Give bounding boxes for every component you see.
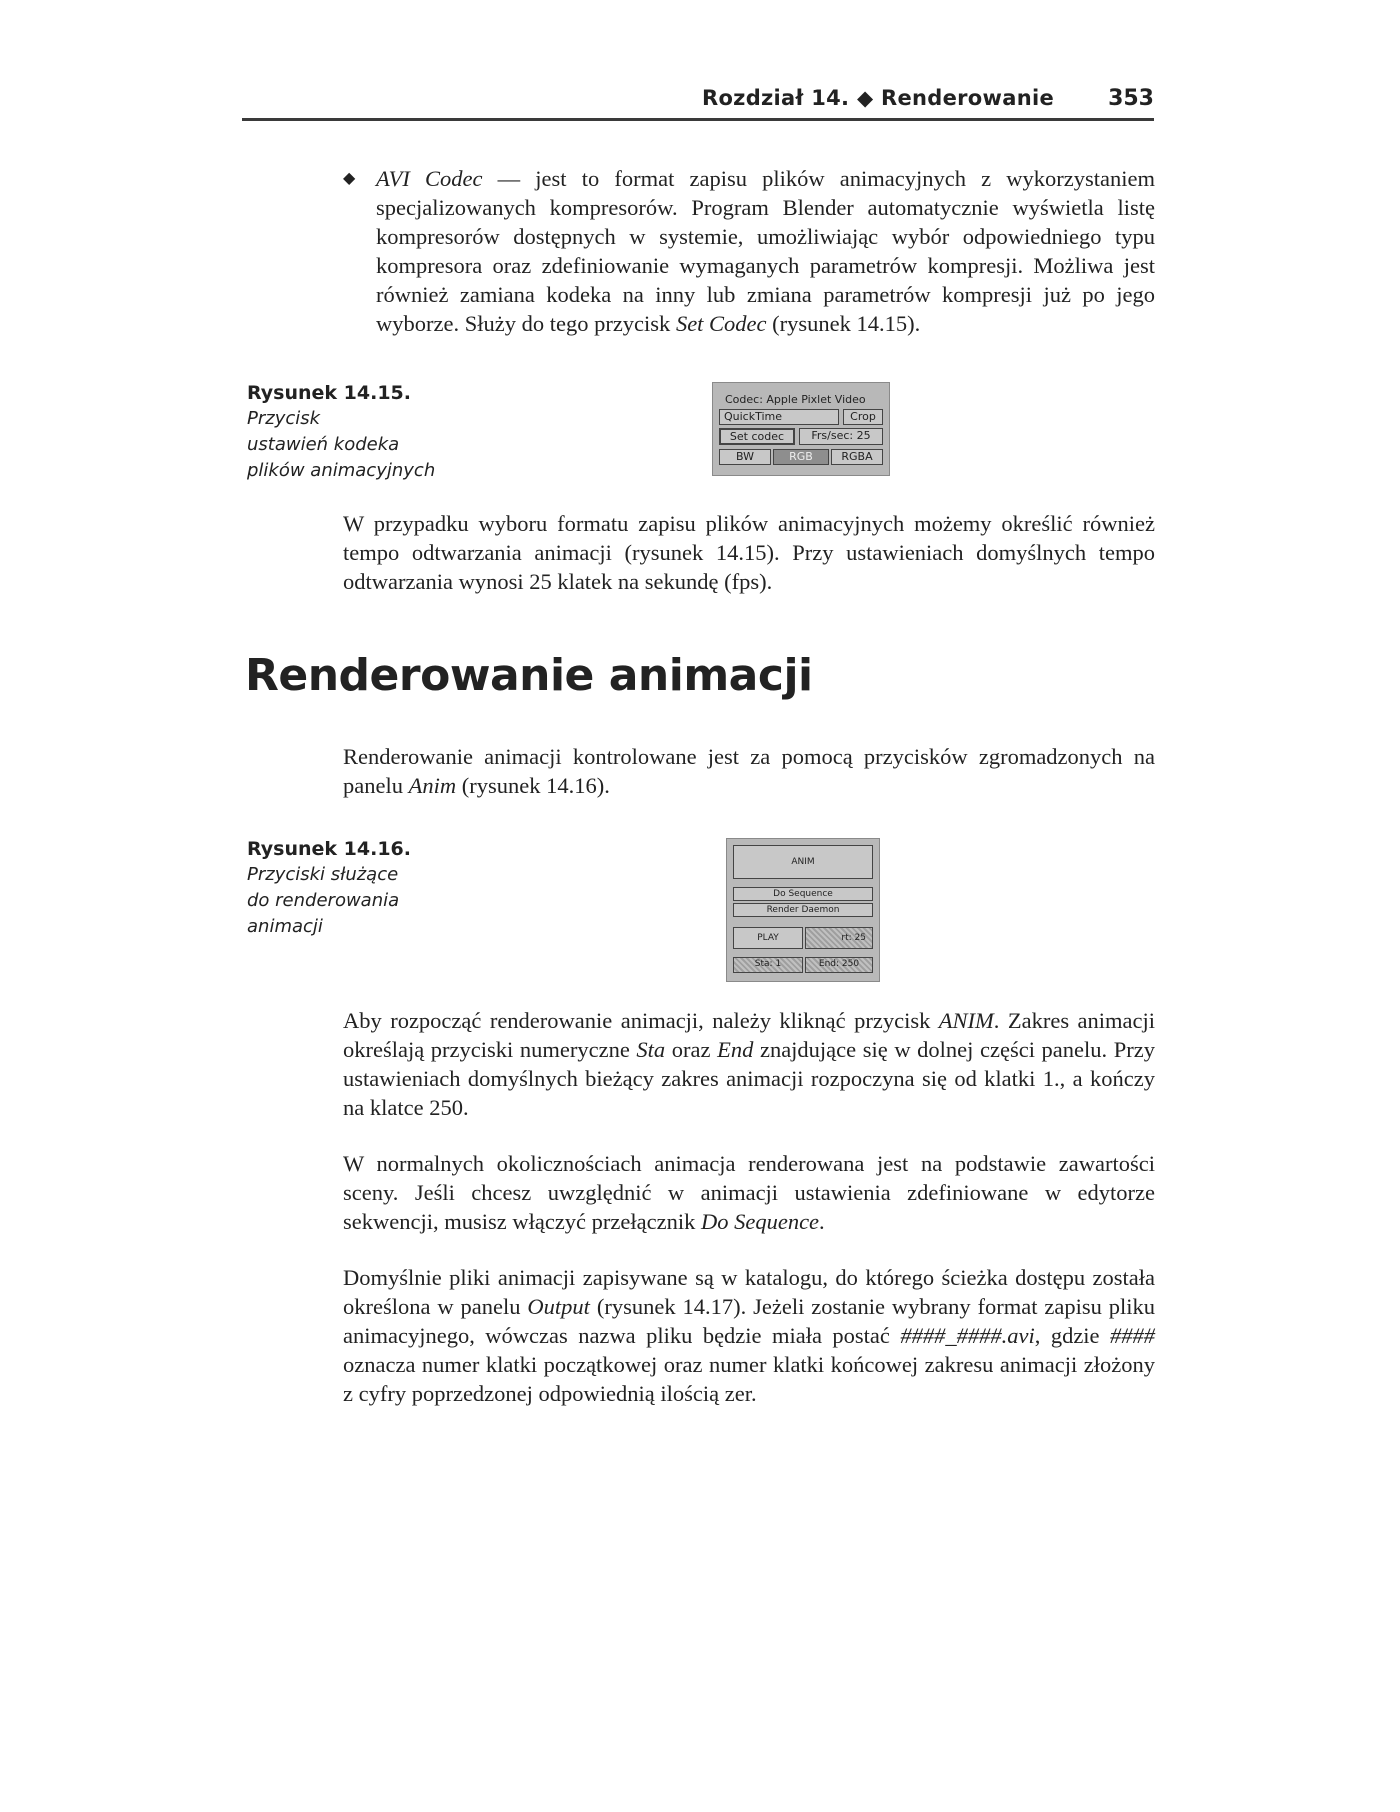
diamond-bullet-icon: ◆ xyxy=(343,170,356,187)
paragraph-text xyxy=(343,742,1155,800)
term-end: End xyxy=(717,1037,754,1062)
term-avi-codec: AVI Codec xyxy=(376,166,483,191)
term-do-sequence: Do Sequence xyxy=(700,1209,820,1234)
term-output: Output xyxy=(527,1294,590,1319)
paragraph-3 xyxy=(343,1006,1155,1122)
paragraph-text xyxy=(343,1149,1155,1236)
figure-desc-line: do renderowania xyxy=(247,890,400,911)
bullet-avi-codec xyxy=(343,164,1155,338)
chapter-title: Rozdział 14. ◆ Renderowanie xyxy=(701,86,1054,110)
term-filename-pattern: ####_####.avi xyxy=(900,1323,1035,1348)
term-hash-pattern: #### xyxy=(1110,1323,1155,1348)
figure-desc-line: Przyciski służące xyxy=(247,864,399,885)
bullet-text xyxy=(376,164,1155,338)
anim-panel-figure xyxy=(726,838,880,982)
anim-button: ANIM xyxy=(733,845,873,879)
codec-label: Codec: Apple Pixlet Video xyxy=(725,393,866,406)
frs-sec-field: Frs/sec: 25 xyxy=(799,428,883,445)
end-field: End: 250 xyxy=(805,957,873,973)
paragraph-text-part: , gdzie xyxy=(1034,1323,1110,1348)
paragraph-2 xyxy=(343,742,1155,800)
rt-field: rt: 25 xyxy=(805,927,873,949)
page-header xyxy=(242,86,1154,121)
paragraph-text-part: Domyślnie pliki animacji zapisywane są w katalogu, do którego ścieżka dostępu została określona w panelu xyxy=(343,1265,1155,1319)
figure-desc-line: plików animacyjnych xyxy=(247,460,436,481)
term-anim: Anim xyxy=(408,773,457,798)
figure-number: Rysunek 14.16. xyxy=(247,838,411,860)
term-sta: Sta xyxy=(636,1037,666,1062)
figure-caption-14-15 xyxy=(247,380,447,484)
bullet-text-part2: (rysunek 14.15). xyxy=(766,311,921,336)
paragraph-text xyxy=(343,1263,1155,1408)
figure-desc-line: Przycisk xyxy=(247,408,321,429)
paragraph-text-part: Renderowanie animacji kontrolowane jest za pomocą przycisków zgromadzonych na panelu xyxy=(343,744,1155,798)
paragraph-text-part: Aby rozpocząć renderowanie animacji, należy kliknąć przycisk xyxy=(343,1008,939,1033)
term-set-codec: Set Codec xyxy=(675,311,767,336)
set-codec-button: Set codec xyxy=(719,428,795,445)
figure-desc-line: animacji xyxy=(247,916,323,937)
figure-caption-14-16 xyxy=(247,836,447,940)
paragraph-text-part: W normalnych okolicznościach animacja renderowana jest na podstawie zawartości sceny. Jeśli chcesz uwzględnić w animacji ustawienia zdefiniowane w edytorze sekwencji, musisz włączyć przełącznik xyxy=(343,1151,1155,1234)
paragraph-text: W przypadku wyboru formatu zapisu plików animacyjnych możemy określić również tempo odtwarzania animacji (rysunek 14.15). Przy ustawieniach domyślnych tempo odtwarzania wynosi 25 klatek na sekundę (fps). xyxy=(343,511,1155,594)
paragraph-text-part: . xyxy=(819,1209,825,1234)
bullet-text-part1: — jest to format zapisu plików animacyjnych z wykorzystaniem specjalizowanych kompresorów. Program Blender automatycznie wyświetla listę kompresorów dostępnych w systemie, umożliwiając wybór odpowiedniego typu kompresora oraz zdefiniowanie wymaganych parametrów kompresji. Możliwa jest również zamiana kodeka na inny lub zmiana parametrów kompresji już po jego wyborze. Służy do tego przycisk xyxy=(376,166,1155,336)
paragraph-text-part: znajdujące się w dolnej części panelu. Przy ustawieniach domyślnych bieżący zakres animacji rozpoczyna się od klatki 1., a kończy na klatce 250. xyxy=(343,1037,1155,1120)
paragraph-4 xyxy=(343,1149,1155,1236)
paragraph-text-part: (rysunek 14.17). Jeżeli zostanie wybrany format zapisu pliku animacyjnego, wówczas nazwa pliku będzie miała postać xyxy=(343,1294,1156,1348)
page-number: 353 xyxy=(1108,86,1154,111)
figure-number: Rysunek 14.15. xyxy=(247,382,411,404)
do-sequence-toggle: Do Sequence xyxy=(733,887,873,901)
crop-toggle: Crop xyxy=(843,409,883,425)
paragraph-1 xyxy=(343,509,1155,596)
paragraph-text-part: oraz xyxy=(665,1037,718,1062)
bw-toggle: BW xyxy=(719,449,771,465)
rgba-toggle: RGBA xyxy=(831,449,883,465)
quicktime-menu: QuickTime xyxy=(719,409,839,425)
paragraph-text-part: (rysunek 14.16). xyxy=(456,773,610,798)
paragraph-text xyxy=(343,1006,1155,1122)
rgb-toggle: RGB xyxy=(773,449,829,465)
section-heading: Renderowanie animacji xyxy=(245,650,813,701)
figure-desc-line: ustawień kodeka xyxy=(247,434,400,455)
sta-field: Sta: 1 xyxy=(733,957,803,973)
term-anim-button: ANIM xyxy=(938,1008,994,1033)
play-button: PLAY xyxy=(733,927,803,949)
codec-panel-figure xyxy=(712,382,890,476)
paragraph-5 xyxy=(343,1263,1155,1408)
paragraph-text-part: oznacza numer klatki początkowej oraz numer klatki końcowej zakresu animacji złożony z cyfry poprzedzonej odpowiednią ilością zer. xyxy=(343,1352,1155,1406)
render-daemon-toggle: Render Daemon xyxy=(733,903,873,917)
paragraph-text-part: . Zakres animacji określają przyciski numeryczne xyxy=(343,1008,1155,1062)
